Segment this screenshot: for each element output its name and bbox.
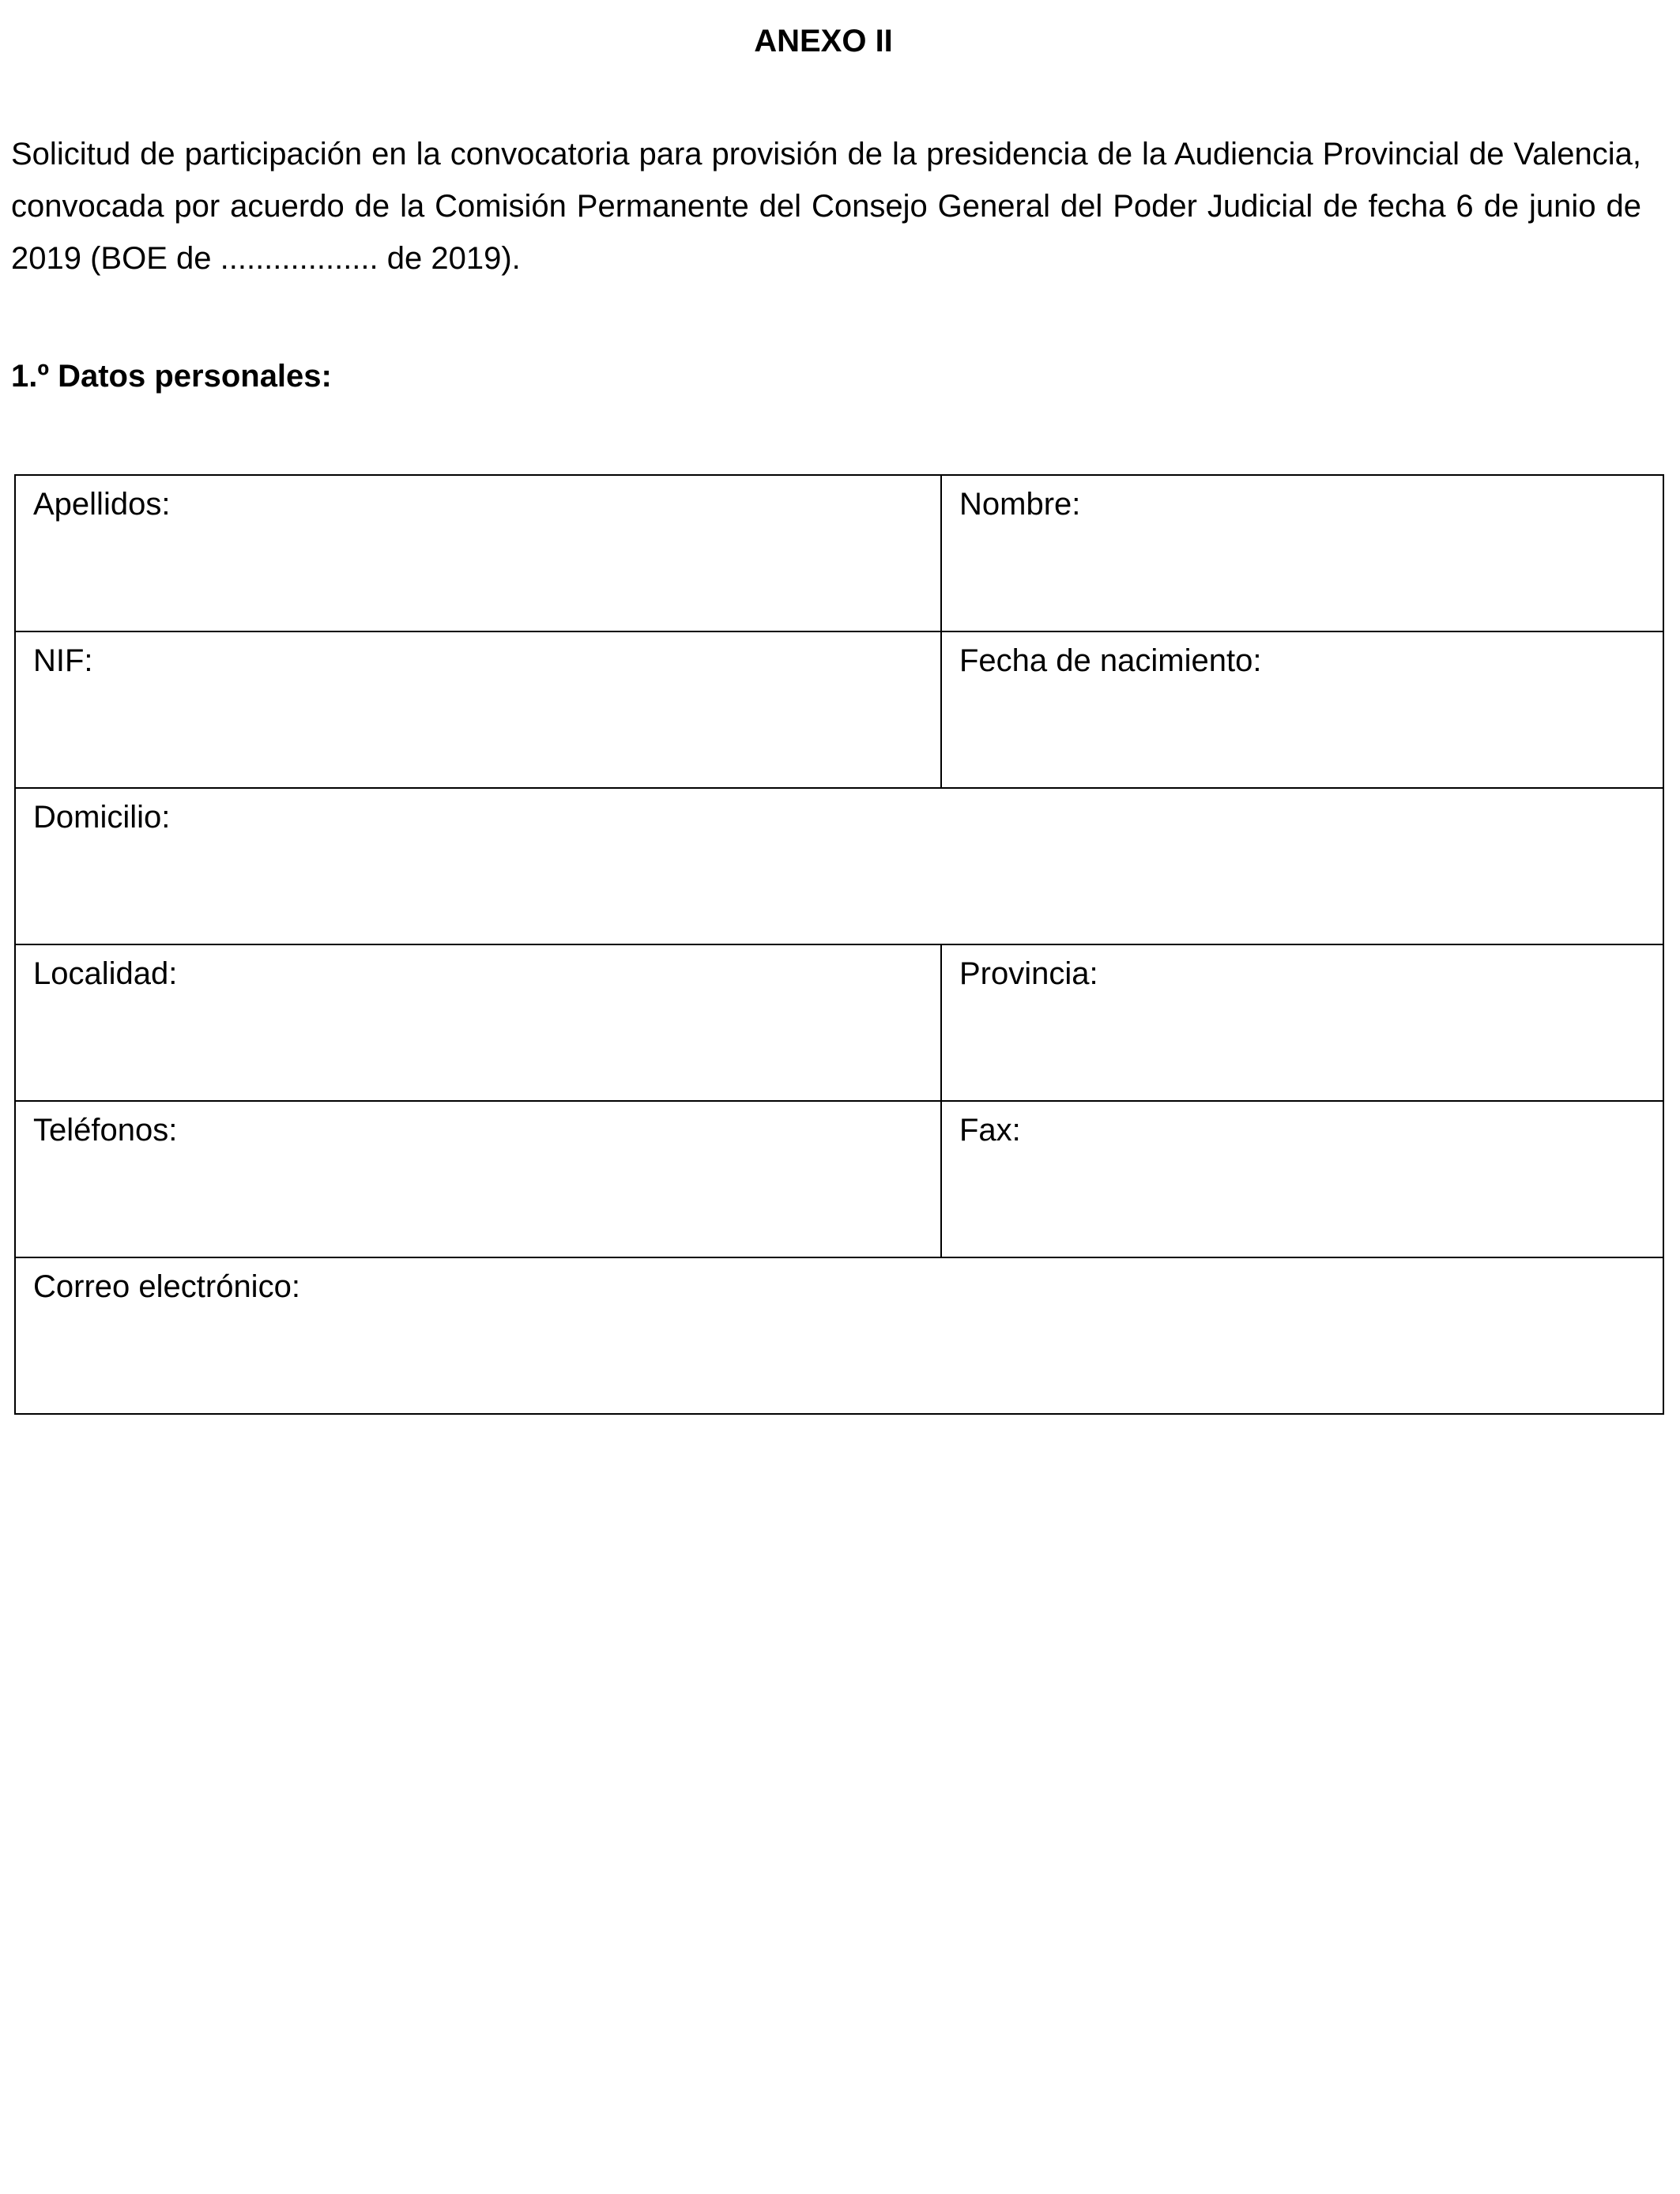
- form-row-email: [15, 1257, 1663, 1414]
- telefonos-field[interactable]: [15, 1101, 941, 1257]
- nif-field[interactable]: [15, 631, 941, 788]
- section-heading-datos-personales: 1.º Datos personales:: [11, 359, 332, 394]
- provincia-field[interactable]: [941, 944, 1663, 1101]
- form-row-contact: [15, 1101, 1663, 1257]
- form-row-location: [15, 944, 1663, 1101]
- localidad-field[interactable]: [15, 944, 941, 1101]
- correo-label: Correo electrónico:: [33, 1269, 300, 1304]
- apellidos-label: Apellidos:: [33, 487, 171, 522]
- domicilio-field[interactable]: [15, 788, 1663, 944]
- personal-data-form: [14, 474, 1664, 1415]
- fecha-nacimiento-label: Fecha de nacimiento:: [959, 643, 1262, 678]
- nombre-label: Nombre:: [959, 487, 1081, 522]
- fax-label: Fax:: [959, 1113, 1021, 1148]
- localidad-label: Localidad:: [33, 956, 178, 991]
- telefonos-label: Teléfonos:: [33, 1113, 178, 1148]
- form-row-name: [15, 475, 1663, 631]
- provincia-label: Provincia:: [959, 956, 1098, 991]
- form-row-domicilio: [15, 788, 1663, 944]
- fax-field[interactable]: [941, 1101, 1663, 1257]
- page-title: ANEXO II: [754, 24, 893, 58]
- intro-paragraph: Solicitud de participación en la convocatoria para provisión de la presidencia de la Audiencia Provincial de Valencia, convocada por acuerdo de la Comisión Permanente del Consejo General del Poder Judicial de fecha 6 de junio de 2019 (BOE de .................. de 2019).: [11, 137, 1641, 276]
- nombre-field[interactable]: [941, 475, 1663, 631]
- form-row-id: [15, 631, 1663, 788]
- fecha-nacimiento-field[interactable]: [941, 631, 1663, 788]
- correo-field[interactable]: [15, 1257, 1663, 1414]
- nif-label: NIF:: [33, 643, 93, 678]
- apellidos-field[interactable]: [15, 475, 941, 631]
- domicilio-label: Domicilio:: [33, 800, 171, 835]
